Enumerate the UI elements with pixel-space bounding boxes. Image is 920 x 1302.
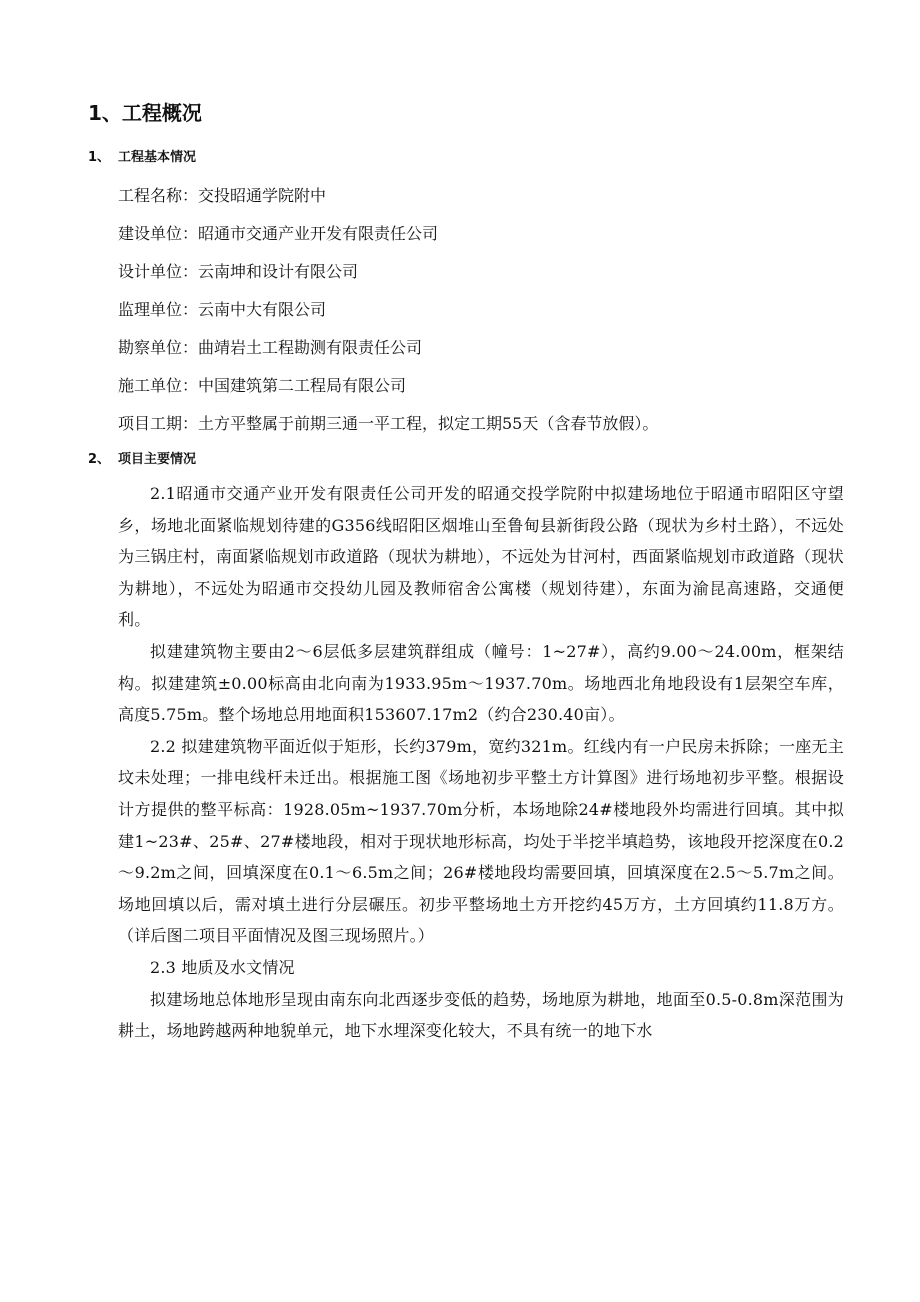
paragraph-geology-heading: 2.3 地质及水文情况 (150, 957, 295, 977)
subsection-title: 工程基本情况 (118, 150, 197, 165)
info-item-developer: 建设单位：昭通市交通产业开发有限责任公司 (118, 224, 439, 243)
subsection-heading-basic-info (88, 146, 196, 170)
info-item-supervisor: 监理单位：云南中大有限公司 (118, 300, 327, 319)
subsection-heading-main-info (88, 448, 196, 472)
info-item-contractor: 施工单位：中国建筑第二工程局有限公司 (118, 376, 407, 395)
paragraph-geology: 拟建场地总体地形呈现由南东向北西逐步变低的趋势，场地原为耕地，地面至0.5-0.8m深范围为耕土，场地跨越两种地貌单元，地下水埋深变化较大，不具有统一的地下水 (118, 989, 844, 1041)
paragraph-site-leveling: 2.2 拟建建筑物平面近似于矩形，长约379m，宽约321m。红线内有一户民房未拆除；一座无主坟未处理；一排电线杆未迁出。根据施工图《场地初步平整土方计算图》进行场地初步平整。根据设计方提供的整平标高：1928.05m~1937.70m分析，本场地除24#楼地段外均需进行回填。其中拟建1~23#、25#、27#楼地段，相对于现状地形标高，均处于半挖半填趋势，该地段开挖深度在0.2～9.2m之间，回填深度在0.1～6.5m之间；26#楼地段均需要回填，回填深度在2.5～5.7m之间。场地回填以后，需对填土进行分层碾压。初步平整场地土方开挖约45万方，土方回填约11.8万方。（详后图二项目平面情况及图三现场照片。） (118, 736, 844, 946)
subsection-number: 2、 (88, 452, 111, 467)
info-item-survey: 勘察单位：曲靖岩土工程勘测有限责任公司 (118, 338, 423, 357)
info-item-project-name: 工程名称：交投昭通学院附中 (118, 186, 327, 205)
body-text (118, 478, 844, 1047)
info-item-schedule: 项目工期：土方平整属于前期三通一平工程，拟定工期55天（含春节放假）。 (118, 414, 659, 433)
project-info-list (118, 177, 658, 443)
subsection-number: 1、 (88, 150, 111, 165)
info-item-designer: 设计单位：云南坤和设计有限公司 (118, 262, 359, 281)
section-title: 1、工程概况 (88, 101, 202, 125)
subsection-title: 项目主要情况 (118, 452, 197, 467)
paragraph-site-location: 2.1昭通市交通产业开发有限责任公司开发的昭通交投学院附中拟建场地位于昭通市昭阳区守望乡，场地北面紧临规划待建的G356线昭阳区烟堆山至鲁甸县新街段公路（现状为乡村土路），不远处为三锅庄村，南面紧临规划市政道路（现状为耕地），不远处为甘河村，西面紧临规划市政道路（现状为耕地），不远处为昭通市交投幼儿园及教师宿舍公寓楼（规划待建），东面为渝昆高速路，交通便利。 (118, 484, 844, 630)
paragraph-buildings: 拟建建筑物主要由2～6层低多层建筑群组成（幢号：1~27#），高约9.00～24.00m，框架结构。拟建建筑±0.00标高由北向南为1933.95m～1937.70m。场地西北角地段设有1层架空车库，高度5.75m。整个场地总用地面积153607.17m2（约合230.40亩）。 (118, 641, 844, 725)
